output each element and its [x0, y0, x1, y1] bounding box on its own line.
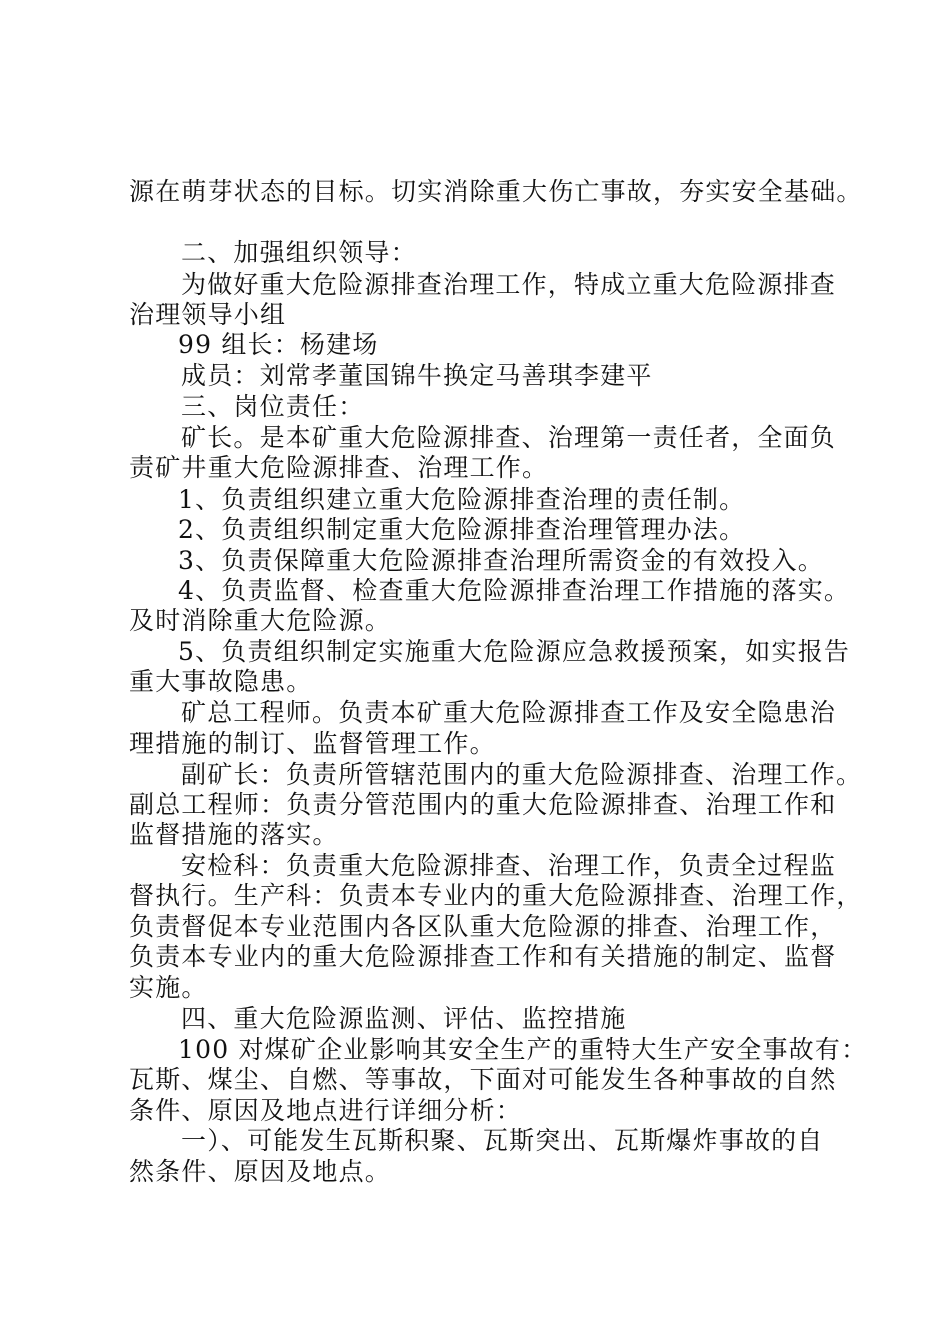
- text-line: 副矿长：负责所管辖范围内的重大危险源排查、治理工作。: [181, 760, 863, 789]
- text-line: 监督措施的落实。: [129, 820, 339, 849]
- text-line: 99 组长：杨建场: [178, 330, 379, 359]
- list-item: 3、负责保障重大危险源排查治理所需资金的有效投入。: [178, 546, 824, 575]
- text-line: 安检科：负责重大危险源排查、治理工作，负责全过程监: [181, 851, 837, 880]
- section-heading: 四、重大危险源监测、评估、监控措施: [181, 1004, 627, 1033]
- list-item: 1、负责组织建立重大危险源排查治理的责任制。: [178, 485, 746, 514]
- list-item: 2、负责组织制定重大危险源排查治理管理办法。: [178, 515, 746, 544]
- text-line: 然条件、原因及地点。: [129, 1157, 392, 1186]
- text-line: 一）、可能发生瓦斯积聚、瓦斯突出、瓦斯爆炸事故的自: [181, 1126, 824, 1155]
- text-line: 副总工程师：负责分管范围内的重大危险源排查、治理工作和: [129, 790, 837, 819]
- text-line: 实施。: [129, 973, 208, 1002]
- text-line: 矿总工程师。负责本矿重大危险源排查工作及安全隐患治: [181, 698, 837, 727]
- list-item: 4、负责监督、检查重大危险源排查治理工作措施的落实。: [178, 576, 851, 605]
- text-line: 治理领导小组: [129, 300, 287, 329]
- text-line: 重大事故隐患。: [129, 667, 313, 696]
- section-heading: 三、岗位责任：: [181, 392, 365, 421]
- text-line: 理措施的制订、监督管理工作。: [129, 729, 496, 758]
- text-line: 督执行。生产科：负责本专业内的重大危险源排查、治理工作，: [129, 881, 863, 910]
- section-heading: 二、加强组织领导：: [181, 238, 417, 267]
- text-line: 成员：刘常孝董国锦牛换定马善琪李建平: [181, 361, 653, 390]
- text-line: 负责本专业内的重大危险源排查工作和有关措施的制定、监督: [129, 942, 837, 971]
- text-line: 100 对煤矿企业影响其安全生产的重特大生产安全事故有：: [178, 1035, 868, 1064]
- text-line: 及时消除重大危险源。: [129, 606, 392, 635]
- text-line: 矿长。是本矿重大危险源排查、治理第一责任者，全面负: [181, 423, 837, 452]
- list-item: 5、负责组织制定实施重大危险源应急救援预案，如实报告: [178, 637, 851, 666]
- text-line: 瓦斯、煤尘、自燃、等事故，下面对可能发生各种事故的自然: [129, 1065, 837, 1094]
- text-line: 负责督促本专业范围内各区队重大危险源的排查、治理工作，: [129, 912, 837, 941]
- text-line: 为做好重大危险源排查治理工作，特成立重大危险源排查: [181, 270, 837, 299]
- text-line: 源在萌芽状态的目标。切实消除重大伤亡事故，夯实安全基础。: [129, 177, 863, 206]
- text-line: 责矿井重大危险源排查、治理工作。: [129, 453, 549, 482]
- text-line: 条件、原因及地点进行详细分析：: [129, 1096, 523, 1125]
